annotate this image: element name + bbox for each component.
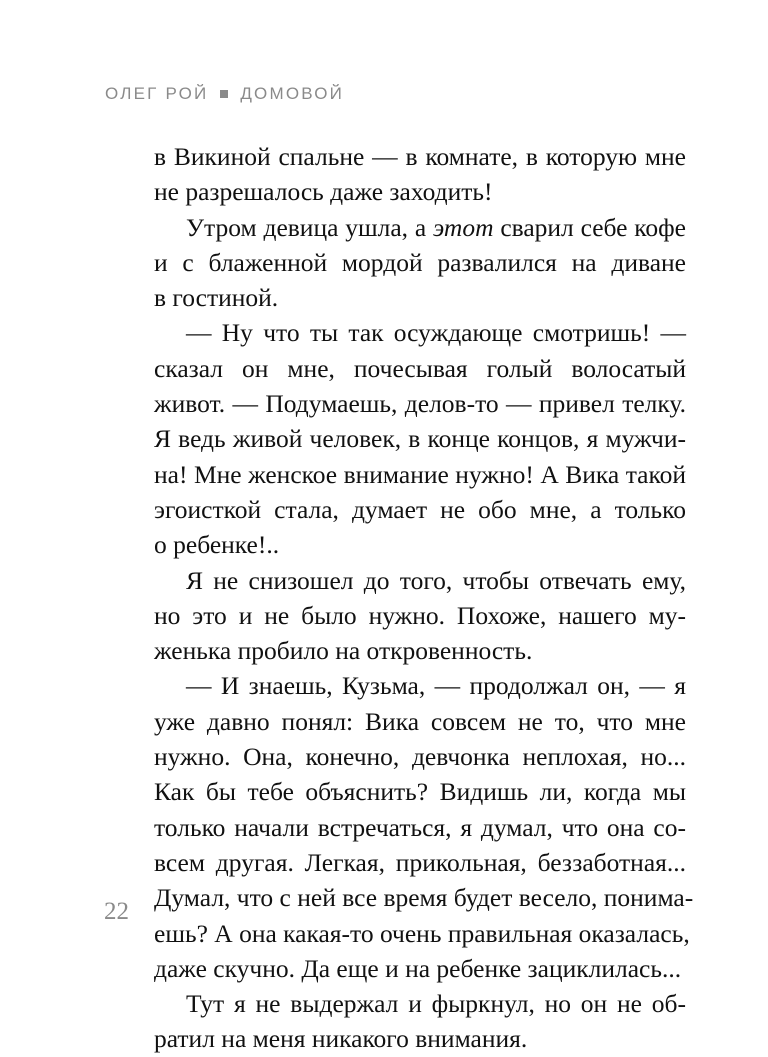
body-text: [154, 139, 694, 1057]
text-line: о ребенке!..: [154, 530, 280, 560]
running-header: [105, 84, 344, 104]
text-line: но это и не было нужно. Похоже, нашего му-: [154, 600, 686, 630]
text-line: только начали встречаться, я думал, что она со-: [154, 812, 686, 842]
text-line: сказал он мне, почесывая голый волосатый: [154, 353, 686, 383]
text-line: в Викиной спальне — в комнате, в которую мне: [154, 142, 686, 171]
text-line: Думал, что с ней все время будет весело, понима-: [154, 883, 694, 913]
text-line: эгоисткой стала, думает не обо мне, а только: [154, 494, 686, 524]
page-number: 22: [104, 898, 129, 925]
text-fragment: сварил себе кофе: [493, 212, 686, 242]
text-line: — И знаешь, Кузьма, — продолжал он, — я: [186, 671, 686, 701]
text-line: Я ведь живой человек, в конце концов, я мужчи-: [154, 424, 686, 454]
text-line: [154, 210, 686, 245]
text-line: уже давно понял: Вика совсем не то, что мне: [154, 706, 686, 736]
emphasized-word: этот: [433, 212, 494, 242]
text-line: женька пробило на откровенность.: [154, 636, 533, 666]
text-line: нужно. Она, конечно, девчонка неплохая, но...: [154, 742, 686, 772]
header-title: ДОМОВОЙ: [240, 84, 345, 103]
text-line: ратил на меня никакого внимания.: [154, 1024, 528, 1054]
text-line: Тут я не выдержал и фыркнул, но он не об-: [186, 989, 686, 1019]
text-line: в гостиной.: [154, 283, 279, 313]
text-line: на! Мне женское внимание нужно! А Вика такой: [154, 459, 686, 489]
text-line: ешь? А она какая-то очень правильная оказалась,: [154, 918, 690, 948]
text-line: всем другая. Легкая, прикольная, беззаботная...: [154, 847, 686, 877]
header-bullet-icon: [220, 90, 228, 98]
text-line: живот. — Подумаешь, делов-то — привел телку.: [154, 389, 686, 419]
text-fragment: Утром девица ушла, а: [186, 212, 433, 242]
text-line: — Ну что ты так осуждающе смотришь! —: [186, 318, 686, 348]
text-line: Я не снизошел до того, чтобы отвечать ему,: [186, 565, 686, 595]
text-line: даже скучно. Да еще и на ребенке зациклилась...: [154, 953, 682, 983]
text-line: и с блаженной мордой развалился на диване: [154, 247, 686, 277]
text-line: Как бы тебе объяснить? Видишь ли, когда мы: [154, 777, 686, 807]
text-line: не разрешалось даже заходить!: [154, 177, 493, 207]
header-author: ОЛЕГ РОЙ: [105, 84, 209, 103]
